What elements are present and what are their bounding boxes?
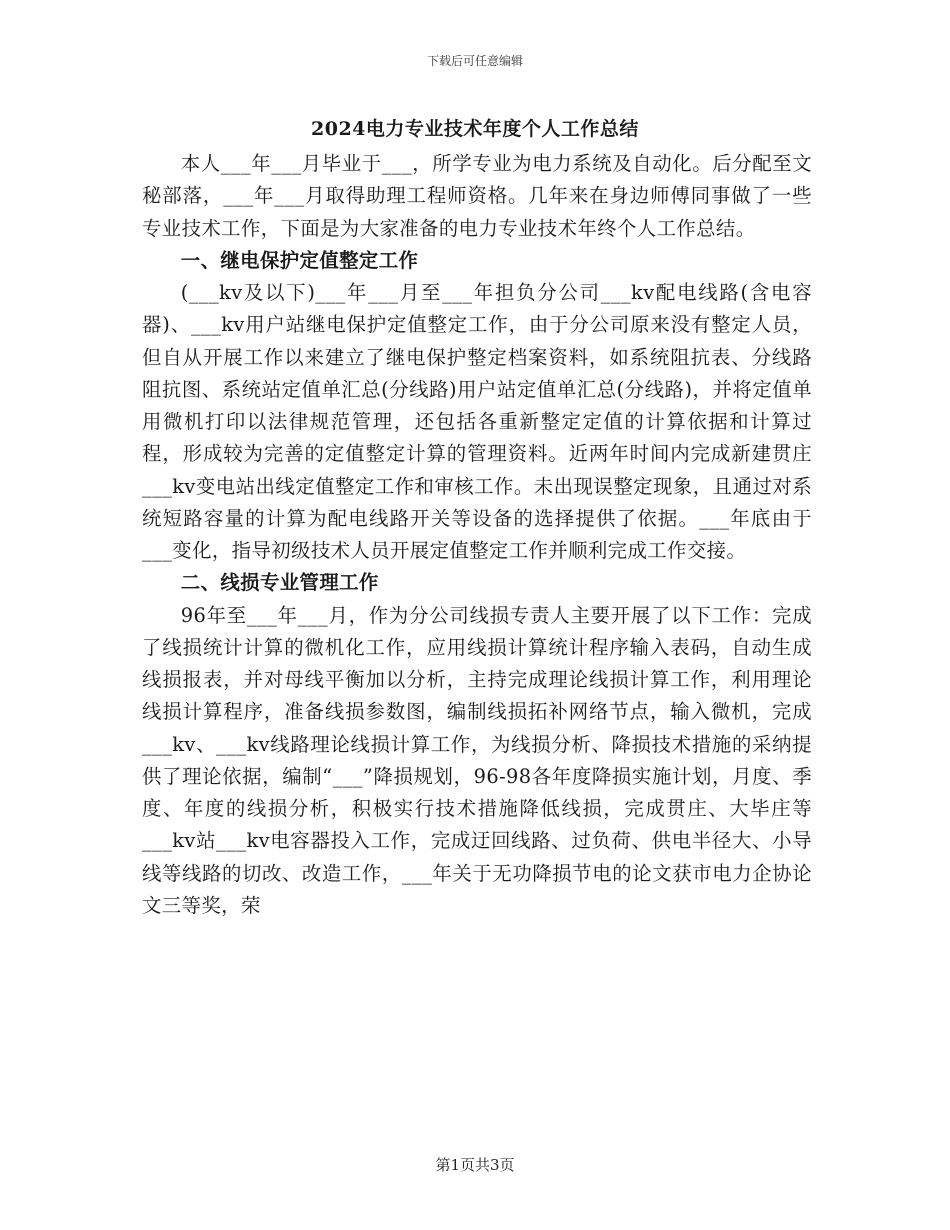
section-heading-relay-protection: 一、继电保护定值整定工作 (180, 248, 419, 272)
document-body (142, 148, 812, 922)
section-body-line-loss: 96年至___年___月，作为分公司线损专责人主要开展了以下工作：完成了线损统计计算的微机化工作，应用线损计算统计程序输入表码，自动生成线损报表，并对母线平衡加以分析，主持完成理论线损计算工作，利用理论线损计算程序，准备线损参数图，编制线损拓补网络节点，输入微机，完成___kv、___kv线路理论线损计算工作，为线损分析、降损技术措施的采纳提供了理论依据，编制“___”降损规划，96-98各年度降损实施计划，月度、季度、年度的线损分析，积极实行技术措施降低线损，完成贯庄、大毕庄等___kv站___kv电容器投入工作，完成迂回线路、过负荷、供电半径大、小导线等线路的切改、改造工作，___年关于无功降损节电的论文获市电力企协论文三等奖，荣 (142, 603, 812, 917)
page-number: 第1页共3页 (435, 1156, 515, 1174)
section-heading-line-loss: 二、线损专业管理工作 (180, 571, 379, 595)
header-note: 下载后可任意编辑 (426, 54, 523, 68)
intro-paragraph: 本人___年___月毕业于___，所学专业为电力系统及自动化。后分配至文秘部落，___年___月取得助理工程师资格。几年来在身边师傅同事做了一些专业技术工作，下面是为大家准备的电力专业技术年终个人工作总结。 (142, 152, 812, 240)
document-title: 2024电力专业技术年度个人工作总结 (311, 118, 639, 140)
section-body-relay-protection: (___kv及以下)___年___月至___年担负分公司___kv配电线路(含电容器)、___kv用户站继电保护定值整定工作，由于分公司原来没有整定人员，但自从开展工作以来建立了继电保护整定档案资料，如系统阻抗表、分线路阻抗图、系统站定值单汇总(分线路)用户站定值单汇总(分线路)，并将定值单用微机打印以法律规范管理，还包括各重新整定定值的计算依据和计算过程，形成较为完善的定值整定计算的管理资料。近两年时间内完成新建贯庄___kv变电站出线定值整定工作和审核工作。未出现误整定现象，且通过对系统短路容量的计算为配电线路开关等设备的选择提供了依据。___年底由于___变化，指导初级技术人员开展定值整定工作并顺利完成工作交接。 (142, 281, 812, 562)
